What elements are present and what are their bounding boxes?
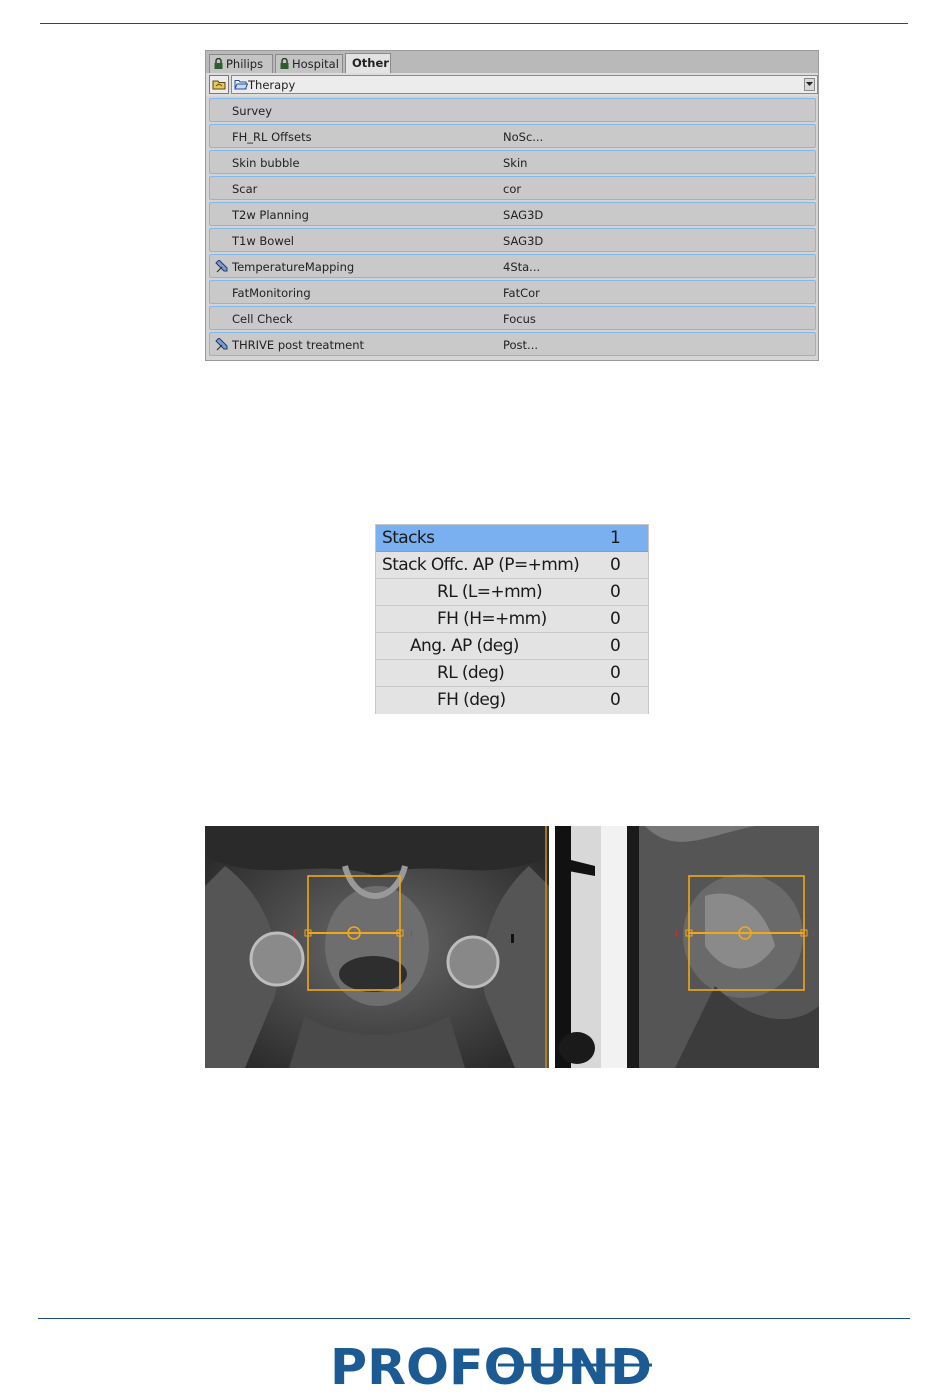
scan-name: Survey — [232, 104, 273, 118]
scan-value: Focus — [503, 312, 536, 326]
folder-up-button[interactable] — [209, 75, 229, 94]
footer-rule — [38, 1318, 910, 1319]
param-value: 0 — [610, 555, 621, 575]
param-value: 1 — [610, 528, 621, 548]
tab-bar — [206, 51, 818, 73]
folder-select[interactable] — [231, 75, 818, 94]
param-value: 0 — [610, 636, 621, 656]
folder-icon — [210, 76, 228, 93]
param-row-stack-offc-ap[interactable] — [376, 552, 648, 579]
scan-row-temperature-mapping[interactable] — [209, 254, 816, 278]
folder-select-value: Therapy — [248, 78, 296, 92]
scan-value: NoSc... — [503, 130, 544, 144]
param-row-offc-rl[interactable] — [376, 579, 648, 606]
param-row-ang-rl[interactable] — [376, 660, 648, 687]
svg-text:I: I — [812, 930, 815, 940]
param-label: Stacks — [382, 528, 435, 548]
tab-label: Other — [352, 56, 389, 70]
tab-other[interactable] — [345, 53, 391, 73]
geometry-parameter-table — [375, 524, 649, 714]
scan-row-skin-bubble[interactable] — [209, 150, 816, 174]
param-label: FH (H=+mm) — [437, 609, 547, 629]
pencil-hand-icon — [215, 338, 230, 351]
param-row-offc-fh[interactable] — [376, 606, 648, 633]
param-row-ang-ap[interactable] — [376, 633, 648, 660]
folder-open-icon — [234, 79, 248, 90]
tab-philips[interactable] — [209, 54, 273, 73]
scan-row-cell-check[interactable] — [209, 306, 816, 330]
param-label: Ang. AP (deg) — [410, 636, 519, 656]
scan-value: FatCor — [503, 286, 540, 300]
scan-value: 4Sta... — [503, 260, 541, 274]
svg-text:I: I — [675, 930, 678, 940]
dropdown-arrow-button[interactable] — [804, 78, 815, 91]
scan-value: Post... — [503, 338, 539, 352]
scan-name: Skin bubble — [232, 156, 300, 170]
lock-icon — [280, 58, 289, 69]
chevron-down-icon — [806, 82, 813, 87]
svg-text:I: I — [410, 930, 413, 940]
scan-row-fat-monitoring[interactable] — [209, 280, 816, 304]
scan-name: T1w Bowel — [232, 234, 295, 248]
header-rule — [40, 23, 908, 24]
scan-value: Skin — [503, 156, 528, 170]
tab-hospital[interactable] — [275, 54, 343, 73]
param-row-stacks[interactable] — [376, 525, 648, 552]
param-label: RL (L=+mm) — [437, 582, 543, 602]
pencil-hand-icon — [215, 260, 230, 273]
scan-value: SAG3D — [503, 208, 544, 222]
mr-coronal-image[interactable] — [205, 826, 549, 1068]
svg-text:I: I — [293, 930, 296, 940]
param-row-ang-fh[interactable] — [376, 687, 648, 714]
scan-name: T2w Planning — [232, 208, 309, 222]
scan-name: Scar — [232, 182, 258, 196]
folder-row — [206, 73, 818, 96]
param-value: 0 — [610, 663, 621, 683]
scan-name: Cell Check — [232, 312, 293, 326]
scan-name: FH_RL Offsets — [232, 130, 312, 144]
scan-value: cor — [503, 182, 522, 196]
exam-card-panel — [205, 50, 819, 361]
profound-logo — [330, 1338, 652, 1390]
scan-row-t2w-planning[interactable] — [209, 202, 816, 226]
scan-name: TemperatureMapping — [232, 260, 355, 274]
lock-icon — [214, 58, 223, 69]
param-value: 0 — [610, 690, 621, 710]
scan-row-t1w-bowel[interactable] — [209, 228, 816, 252]
scan-row-fh-rl-offsets[interactable] — [209, 124, 816, 148]
scan-row-scar[interactable] — [209, 176, 816, 200]
mr-sagittal-image[interactable] — [555, 826, 819, 1068]
tab-label: Philips — [226, 57, 264, 71]
scan-name: FatMonitoring — [232, 286, 311, 300]
tab-label: Hospital — [292, 57, 339, 71]
param-label: FH (deg) — [437, 690, 506, 710]
param-value: 0 — [610, 609, 621, 629]
param-value: 0 — [610, 582, 621, 602]
scan-value: SAG3D — [503, 234, 544, 248]
param-label: RL (deg) — [437, 663, 505, 683]
scan-row-thrive-post-treatment[interactable] — [209, 332, 816, 356]
svg-text:PROFOUND: PROFOUND — [330, 1339, 652, 1390]
param-label: Stack Offc. AP (P=+mm) — [382, 555, 580, 575]
scan-name: THRIVE post treatment — [232, 338, 365, 352]
scan-row-survey[interactable] — [209, 98, 816, 122]
